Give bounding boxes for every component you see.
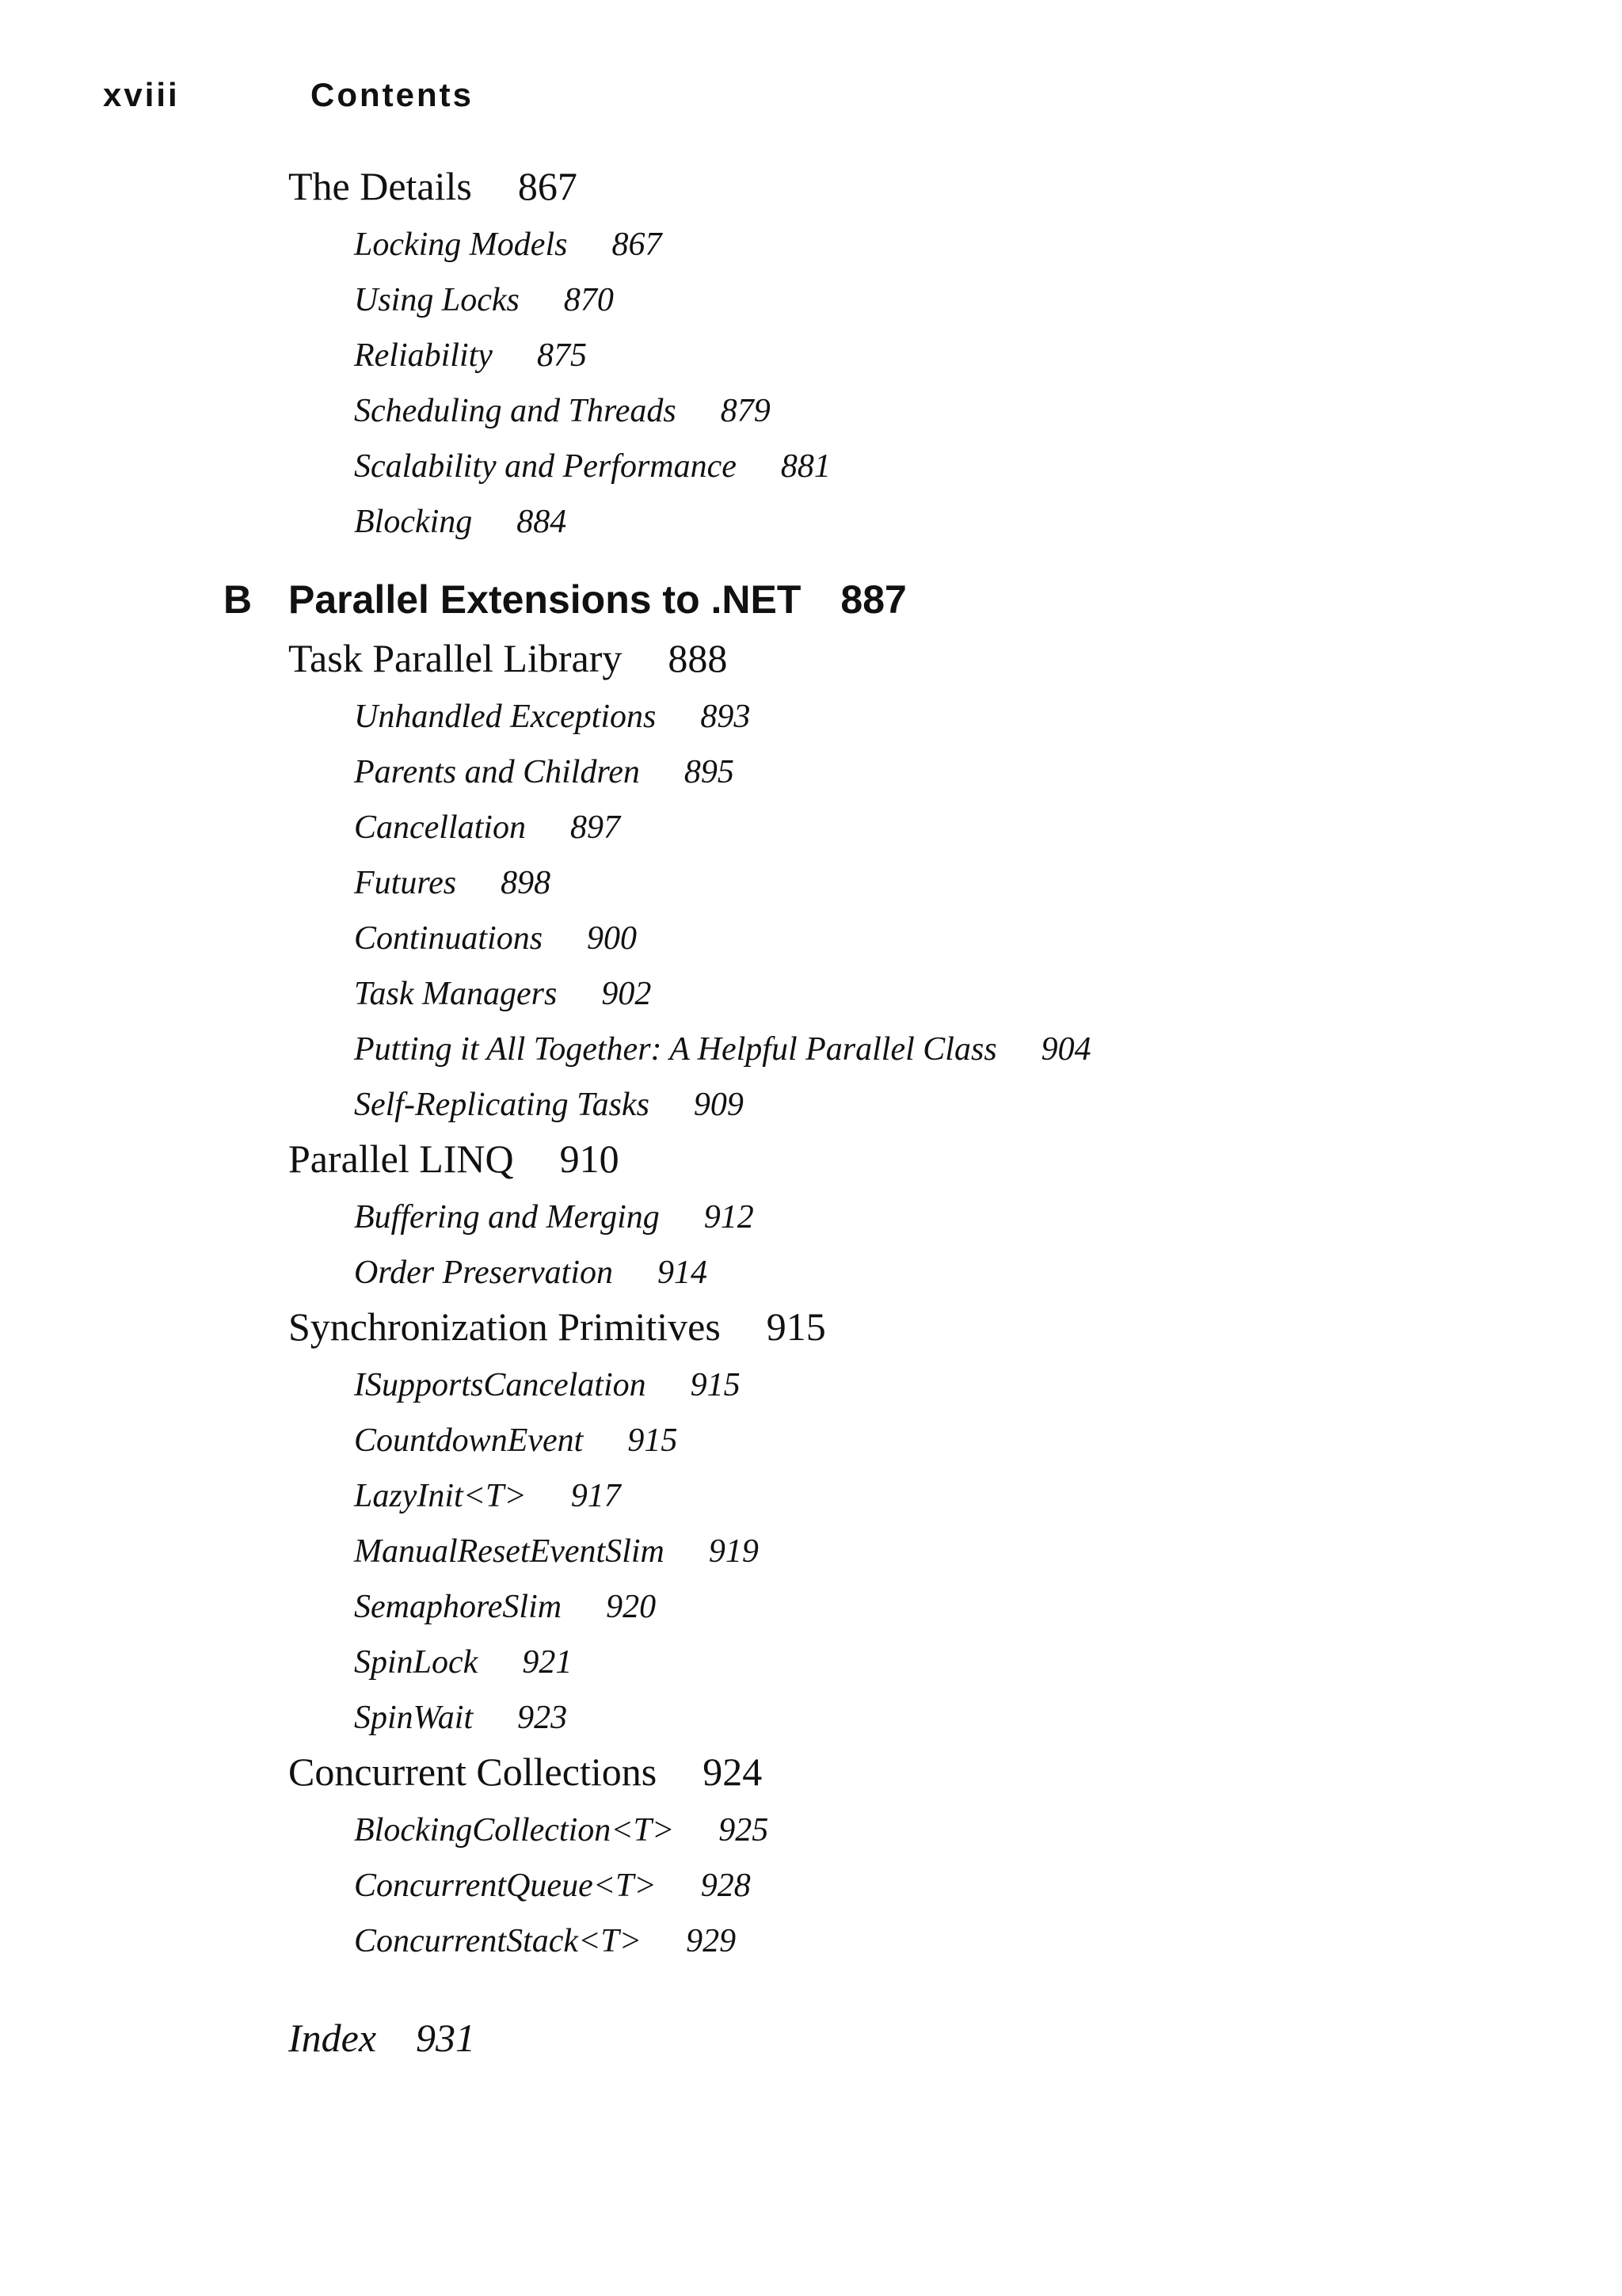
toc-subsection [354,922,637,955]
toc-subsection [354,1869,751,1902]
toc-title: Locking Models [354,227,568,263]
toc-subsection [354,1256,707,1289]
toc-subsection [354,339,587,372]
toc-page-number: 915 [690,1367,741,1403]
appendix-letter: B [223,577,253,622]
toc-page-number: 931 [416,2016,476,2060]
toc-section [288,1304,826,1349]
toc-title: LazyInit<T> [354,1478,527,1514]
toc-title: SpinLock [354,1644,478,1681]
toc-page-number: 900 [587,920,638,957]
toc-index [288,2018,475,2058]
toc-subsection [354,1369,741,1402]
toc-title: SemaphoreSlim [354,1589,562,1625]
toc-subsection [354,1590,656,1624]
toc-page-number: 870 [563,282,614,318]
toc-title: The Details [288,164,472,208]
toc-subsection [354,1479,621,1513]
toc-title: Cancellation [354,809,526,846]
page-folio: xviii [103,76,180,113]
toc-title: Buffering and Merging [354,1199,660,1236]
toc-page-number: 912 [703,1199,754,1236]
toc-page-number: 895 [683,754,734,790]
toc-subsection [354,811,620,844]
toc-page-number: 925 [718,1812,769,1849]
toc-page-number: 897 [569,809,620,846]
toc-title: Concurrent Collections [288,1750,657,1794]
toc-title: Synchronization Primitives [288,1304,721,1349]
toc-subsection [354,1424,677,1457]
toc-page-number: 893 [700,699,751,735]
toc-page-number: 867 [611,227,662,263]
toc-subsection [354,866,550,900]
toc-section [288,1750,763,1794]
toc-title: ConcurrentStack<T> [354,1923,642,1959]
toc-title: Order Preservation [354,1255,613,1291]
toc-page-number: 902 [601,976,652,1012]
toc-title: ConcurrentQueue<T> [354,1868,657,1904]
toc-page-number: 919 [708,1533,759,1570]
toc-page-number: 921 [522,1644,573,1681]
toc-subsection [354,1535,759,1568]
toc-title: Blocking [354,504,473,540]
toc-title: Putting it All Together: A Helpful Parallel Class [354,1031,997,1068]
toc-subsection [354,450,831,483]
toc-subsection [354,977,651,1011]
toc-title: Self-Replicating Tasks [354,1087,649,1123]
toc-page-number: 920 [606,1589,657,1625]
toc-page-number: 898 [501,865,551,901]
toc-title: Scheduling and Threads [354,393,676,429]
toc-page-number: 875 [536,337,587,374]
toc-title: Parallel Extensions to .NET [288,577,801,622]
toc-title: Using Locks [354,282,520,318]
toc-page-number: 904 [1041,1031,1091,1068]
toc-title: Parallel LINQ [288,1137,514,1181]
toc-subsection [354,1201,754,1234]
toc-page-number: 923 [517,1700,568,1736]
toc-title: Task Managers [354,976,558,1012]
toc-subsection [354,1925,736,1958]
toc-subsection [354,1033,1091,1066]
toc-page-number: 924 [702,1750,763,1794]
toc-page-number: 914 [657,1255,707,1291]
toc-title: Task Parallel Library [288,636,623,680]
toc-page-number: 915 [766,1304,826,1349]
toc-page-number: 917 [570,1478,621,1514]
toc-subsection [354,505,566,539]
toc-subsection [354,394,771,428]
running-header-label: Contents [310,76,474,113]
toc-page-number: 929 [686,1923,737,1959]
toc-subsection [354,700,750,733]
toc-page-number: 909 [693,1087,744,1123]
toc-title: Parents and Children [354,754,640,790]
toc-title: ISupportsCancelation [354,1367,646,1403]
toc-title: Index [288,2016,377,2060]
toc-page-number: 915 [627,1422,678,1459]
toc-title: Scalability and Performance [354,448,737,485]
toc-title: Futures [354,865,457,901]
toc-title: SpinWait [354,1700,474,1736]
toc-page-number: 867 [517,164,577,208]
toc-section [288,1137,619,1181]
toc-title: Continuations [354,920,543,957]
toc-page-number: 879 [720,393,771,429]
toc-subsection [354,228,661,261]
toc-subsection [354,1088,744,1121]
toc-title: Unhandled Exceptions [354,699,657,735]
toc-page-number: 884 [516,504,567,540]
toc-title: CountdownEvent [354,1422,584,1459]
toc-title: ManualResetEventSlim [354,1533,664,1570]
toc-title: Reliability [354,337,493,374]
toc-title: BlockingCollection<T> [354,1812,675,1849]
toc-page-number: 888 [668,636,728,680]
toc-page-number: 881 [780,448,831,485]
toc-subsection [354,1814,768,1847]
toc-page-number: 887 [840,577,907,622]
toc-page-number: 928 [700,1868,751,1904]
toc-subsection [354,756,734,789]
toc-subsection [354,1701,567,1734]
toc-section [288,638,727,678]
toc-appendix [223,577,907,622]
toc-page-number: 910 [559,1137,619,1181]
toc-subsection [354,284,614,317]
toc-section [288,166,577,206]
toc-subsection [354,1646,572,1679]
